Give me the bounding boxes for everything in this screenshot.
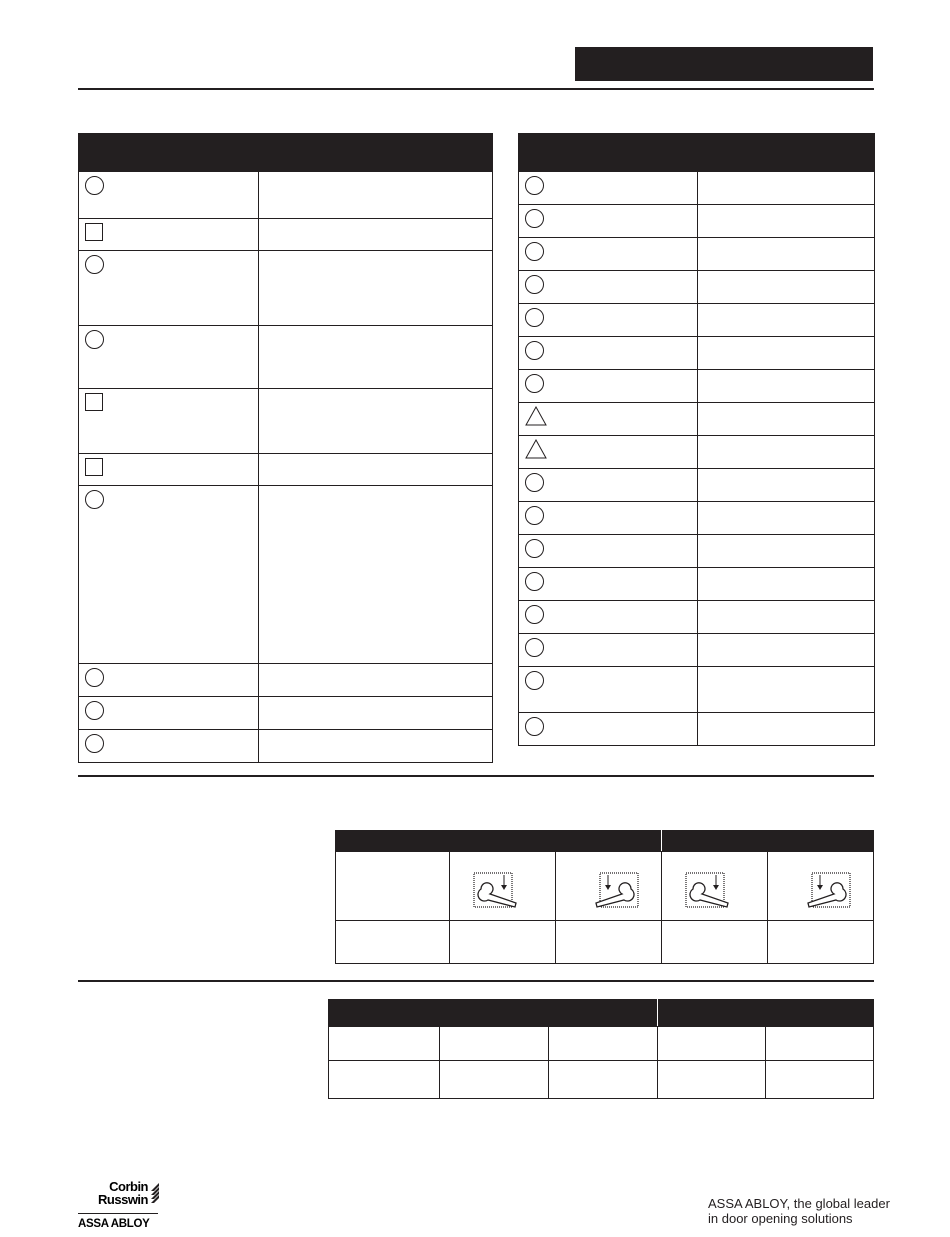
table-row	[329, 1061, 874, 1099]
square-symbol-icon	[85, 393, 103, 411]
circle-symbol-icon	[525, 341, 544, 360]
square-symbol-icon	[85, 458, 103, 476]
table-row	[79, 697, 493, 730]
section-rule	[78, 980, 874, 982]
table-row	[519, 370, 875, 403]
table-row	[519, 469, 875, 502]
table-row	[519, 205, 875, 238]
lever-right-swing-icon	[684, 872, 746, 910]
circle-symbol-icon	[85, 490, 104, 509]
table-row	[336, 921, 874, 964]
table-row	[519, 535, 875, 568]
circle-symbol-icon	[525, 374, 544, 393]
table-row	[519, 568, 875, 601]
circle-symbol-icon	[85, 330, 104, 349]
circle-symbol-icon	[85, 255, 104, 274]
lower-table-header	[329, 1000, 874, 1027]
circle-symbol-icon	[525, 506, 544, 525]
lever-right-swing-icon	[472, 872, 534, 910]
left-spec-table	[78, 133, 493, 763]
header-rule	[78, 88, 874, 90]
right-spec-table	[518, 133, 875, 746]
right-spec-header	[519, 134, 875, 172]
tagline-line1: ASSA ABLOY, the global leader	[708, 1196, 890, 1211]
handing-table	[335, 830, 874, 964]
circle-symbol-icon	[85, 176, 104, 195]
table-row	[519, 436, 875, 469]
circle-symbol-icon	[525, 176, 544, 195]
circle-symbol-icon	[525, 572, 544, 591]
table-row	[329, 1027, 874, 1061]
circle-symbol-icon	[525, 717, 544, 736]
table-row	[79, 486, 493, 664]
table-row	[519, 713, 875, 746]
square-symbol-icon	[85, 223, 103, 241]
circle-symbol-icon	[525, 671, 544, 690]
circle-symbol-icon	[525, 473, 544, 492]
table-row	[79, 454, 493, 486]
circle-symbol-icon	[525, 605, 544, 624]
lever-left-swing-icon	[578, 872, 640, 910]
table-row	[519, 238, 875, 271]
table-row	[519, 502, 875, 535]
triangle-symbol-icon	[525, 406, 547, 426]
table-row	[519, 634, 875, 667]
handing-header	[336, 831, 874, 852]
table-row	[79, 219, 493, 251]
table-row	[79, 326, 493, 389]
header-title-box	[575, 47, 873, 81]
lower-table	[328, 999, 874, 1099]
table-row	[79, 172, 493, 219]
table-row	[519, 337, 875, 370]
circle-symbol-icon	[525, 242, 544, 261]
table-row	[519, 403, 875, 436]
table-row	[79, 730, 493, 763]
logo-line-corbin: Corbin	[109, 1179, 148, 1194]
tagline	[708, 1196, 890, 1226]
circle-symbol-icon	[525, 539, 544, 558]
table-row	[79, 664, 493, 697]
circle-symbol-icon	[525, 275, 544, 294]
logo-line-assa-abloy: ASSA ABLOY	[78, 1213, 158, 1230]
table-row	[519, 304, 875, 337]
circle-symbol-icon	[85, 668, 104, 687]
circle-symbol-icon	[525, 308, 544, 327]
table-row	[79, 251, 493, 326]
left-spec-header	[79, 134, 493, 172]
logo-stripes-icon	[149, 1181, 161, 1203]
handing-icon-row	[336, 852, 874, 921]
triangle-symbol-icon	[525, 439, 547, 459]
table-row	[519, 172, 875, 205]
section-rule	[78, 775, 874, 777]
table-row	[79, 389, 493, 454]
lever-left-swing-icon	[790, 872, 852, 910]
logo-line-russwin: Russwin	[98, 1192, 148, 1207]
circle-symbol-icon	[85, 701, 104, 720]
circle-symbol-icon	[525, 209, 544, 228]
circle-symbol-icon	[525, 638, 544, 657]
table-row	[519, 601, 875, 634]
circle-symbol-icon	[85, 734, 104, 753]
tagline-line2: in door opening solutions	[708, 1211, 853, 1226]
corbin-russwin-logo	[78, 1180, 158, 1230]
table-row	[519, 271, 875, 304]
table-row	[519, 667, 875, 713]
